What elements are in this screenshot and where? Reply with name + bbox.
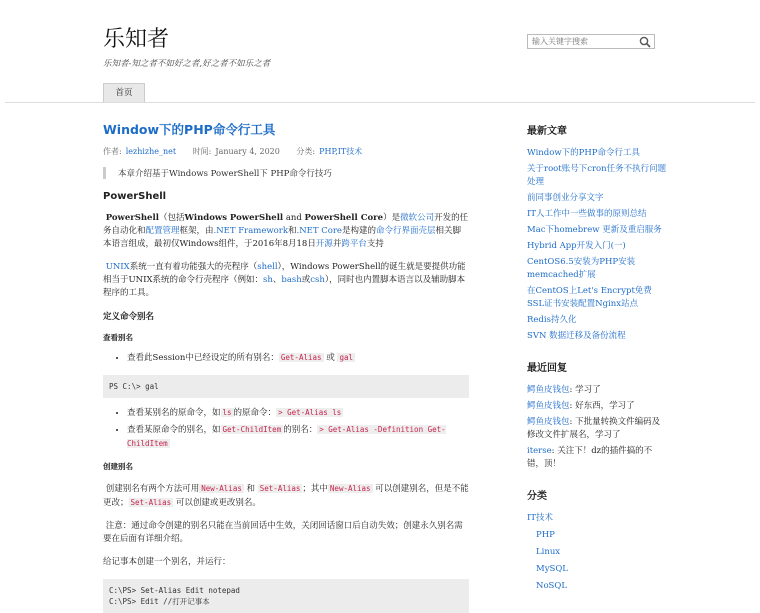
widget-title: 最新文章 bbox=[527, 126, 567, 137]
link-shell[interactable]: shell bbox=[257, 262, 278, 272]
recent-comments-list bbox=[527, 384, 667, 471]
recent-post-link[interactable]: 前同事创业分享文字 bbox=[527, 193, 604, 203]
text: 查看某别名的原命令，如 bbox=[127, 408, 221, 418]
comment-text[interactable]: : 下批量转换文件编码及修改文件扩展名，学习了 bbox=[527, 417, 661, 440]
category-list bbox=[527, 512, 667, 593]
text: 或 bbox=[323, 353, 338, 363]
search-box[interactable] bbox=[527, 34, 655, 49]
text: 注意：通过命令创建的别名只能在当前回话中生效，关闭回话窗口后自动失效；创建永久别名需要在后面有详细介绍。 bbox=[103, 521, 463, 544]
link-cli[interactable]: 命令行界面壳层 bbox=[375, 226, 436, 236]
recent-post-link[interactable]: 在CentOS上Let's Encrypt免费SSL证书安装配置Nginx站点 bbox=[527, 286, 652, 309]
list-item bbox=[127, 351, 469, 365]
code: New-Alias bbox=[201, 484, 242, 493]
paragraph-unix bbox=[103, 261, 469, 300]
link-unix[interactable]: UNIX bbox=[105, 262, 130, 272]
link-microsoft[interactable]: 微软公司 bbox=[400, 213, 435, 223]
code: Get-Alias bbox=[280, 353, 322, 362]
subcategory-link[interactable]: NoSQL bbox=[536, 581, 567, 591]
code: ls bbox=[222, 408, 232, 417]
link-sh[interactable]: sh bbox=[263, 275, 273, 285]
widget-title: 最近回复 bbox=[527, 363, 567, 374]
text: 相关脚本语言组成，最初仅Windows组件，于2016年8月18日 bbox=[103, 226, 461, 249]
recent-post-link[interactable]: IT人工作中一些做事的原则总结 bbox=[527, 209, 647, 219]
post-excerpt: 本章介绍基于Windows PowerShell下 PHP命令行技巧 bbox=[103, 167, 469, 179]
text: 是构建的 bbox=[341, 226, 376, 236]
link-opensource[interactable]: 开源 bbox=[315, 239, 333, 249]
site-title[interactable]: 乐知者 bbox=[103, 27, 170, 52]
heading-powershell: PowerShell bbox=[103, 191, 167, 202]
text: ），Windows PowerShell的诞生就是要提供功能相当于UNIX系统的命令行壳程序（例如： bbox=[103, 262, 466, 285]
subcategory-list bbox=[527, 529, 667, 593]
recent-post-link[interactable]: Redis持久化 bbox=[527, 315, 577, 325]
comment-text[interactable]: : 关注下！dz的插件搞的不错，顶！ bbox=[527, 446, 653, 469]
alias-list bbox=[103, 351, 469, 365]
text: 或 bbox=[301, 275, 311, 285]
text: and bbox=[283, 213, 305, 223]
site-tagline: 乐知者-知之者不如好之者,好之者不如乐之者 bbox=[103, 59, 271, 69]
link-csh[interactable]: csh bbox=[310, 275, 325, 285]
text: 系统一直有着功能强大的壳程序（ bbox=[129, 262, 258, 272]
widget-title: 分类 bbox=[527, 491, 547, 502]
text: 支持 bbox=[366, 239, 384, 249]
code-line: C:\PS> Edit //打开记事本 bbox=[109, 597, 210, 606]
paragraph-create bbox=[103, 482, 469, 510]
header-divider bbox=[5, 102, 755, 103]
post-meta bbox=[103, 146, 469, 157]
code-block-2 bbox=[103, 579, 469, 613]
text: ）是 bbox=[383, 213, 401, 223]
widget-recent-comments bbox=[527, 359, 667, 471]
text: 框架，由 bbox=[179, 226, 214, 236]
time-label: 时间: bbox=[192, 147, 212, 156]
text: 可以创建或更改别名。 bbox=[173, 498, 261, 508]
comment-author[interactable]: iterse bbox=[527, 446, 552, 456]
text: 查看某原命令的别名，如 bbox=[127, 425, 221, 435]
subcategory-link[interactable]: MySQL bbox=[536, 564, 568, 574]
text: 开发的任务自动化和 bbox=[103, 213, 469, 236]
comment-author[interactable]: 鳄鱼皮钱包 bbox=[527, 417, 570, 427]
post-title[interactable]: Window下的PHP命令行工具 bbox=[103, 122, 276, 137]
author-link[interactable]: lezhizhe_net bbox=[125, 147, 177, 156]
text: 可以创建别名，但是不能更改； bbox=[103, 484, 469, 508]
category-item bbox=[527, 512, 667, 593]
alias-list-2 bbox=[103, 406, 469, 451]
code: Get-ChildItem bbox=[222, 425, 282, 434]
comment-item bbox=[527, 400, 667, 413]
recent-post-link[interactable]: Window下的PHP命令行工具 bbox=[527, 148, 640, 158]
heading-create-alias: 创建别名 bbox=[103, 462, 133, 471]
category-link[interactable]: IT技术 bbox=[527, 513, 554, 523]
heading-view-alias: 查看别名 bbox=[103, 333, 133, 342]
text: PowerShell bbox=[105, 213, 159, 223]
recent-posts-list bbox=[527, 147, 667, 343]
code: Set-Alias bbox=[259, 484, 301, 493]
post-article bbox=[103, 120, 469, 613]
paragraph-example: 给记事本创建一个别名，并运行： bbox=[103, 557, 231, 567]
code: New-Alias bbox=[329, 484, 371, 493]
search-icon[interactable] bbox=[639, 36, 651, 48]
link-bash[interactable]: bash bbox=[281, 275, 302, 285]
author-label: 作者: bbox=[103, 147, 122, 156]
comment-item bbox=[527, 384, 667, 397]
code: > Get-Alias ls bbox=[278, 408, 342, 417]
code-block: PS C:\> gal bbox=[103, 375, 469, 398]
subcategory-link[interactable]: PHP bbox=[536, 530, 555, 540]
text: 查看此Session中已经设定的所有别名： bbox=[127, 353, 279, 363]
link-config[interactable]: 配置管理 bbox=[145, 226, 180, 236]
link-netcore[interactable]: .NET Core bbox=[296, 226, 342, 236]
paragraph-note bbox=[103, 520, 469, 546]
text: PowerShell Core bbox=[304, 213, 384, 223]
text: （包括 bbox=[158, 213, 185, 223]
comment-text[interactable]: : 好东西，学习了 bbox=[569, 401, 635, 411]
widget-recent-posts bbox=[527, 122, 667, 343]
category-link[interactable]: PHP,IT技术 bbox=[319, 147, 363, 156]
code: Set-Alias bbox=[130, 498, 172, 507]
subcategory-link[interactable]: Linux bbox=[536, 547, 561, 557]
link-crossplatform[interactable]: 跨平台 bbox=[341, 239, 367, 249]
code-line: C:\PS> Set-Alias Edit notepad bbox=[109, 586, 240, 595]
comment-item bbox=[527, 416, 667, 442]
list-item bbox=[127, 406, 469, 420]
paragraph-intro bbox=[103, 212, 469, 251]
recent-post-link[interactable]: 关于root账号下cron任务不执行问题处理 bbox=[527, 164, 667, 187]
category-label: 分类: bbox=[296, 147, 316, 156]
recent-post-link[interactable]: SVN 数据迁移及备份流程 bbox=[527, 331, 626, 341]
comment-author[interactable]: 鳄鱼皮钱包 bbox=[527, 401, 570, 411]
text: ；其中 bbox=[302, 484, 328, 494]
search-input[interactable] bbox=[528, 35, 636, 48]
comment-author[interactable]: 鳄鱼皮钱包 bbox=[527, 385, 570, 395]
text: 和 bbox=[243, 484, 258, 494]
text: ），同时也内置脚本语言以及辅助脚本程序的工具。 bbox=[103, 275, 466, 298]
sidebar bbox=[527, 122, 667, 609]
recent-post-link[interactable]: Hybrid App开发入门(一) bbox=[527, 241, 626, 251]
text: 创建别名有两个方法可用 bbox=[105, 484, 200, 494]
text: 、 bbox=[272, 275, 282, 285]
heading-alias: 定义命令别名 bbox=[103, 312, 155, 322]
text: 并 bbox=[332, 239, 342, 249]
code: > Get-Alias -Definition Get-ChildItem bbox=[127, 425, 446, 448]
code: gal bbox=[339, 353, 353, 362]
text: 的别名： bbox=[283, 425, 318, 435]
comment-text[interactable]: : 学习了 bbox=[569, 385, 601, 395]
text: Windows PowerShell bbox=[184, 213, 284, 223]
list-item bbox=[127, 423, 469, 451]
recent-post-link[interactable]: Mac下homebrew 更新及重启服务 bbox=[527, 225, 662, 235]
nav-home[interactable]: 首页 bbox=[103, 83, 145, 102]
recent-post-link[interactable]: CentOS6.5安装为PHP安装memcached扩展 bbox=[527, 257, 636, 280]
text: 的原命令： bbox=[233, 408, 277, 418]
widget-categories bbox=[527, 487, 667, 593]
text: 和 bbox=[288, 226, 297, 236]
comment-item bbox=[527, 445, 667, 471]
post-time: January 4, 2020 bbox=[215, 147, 280, 156]
link-netframework[interactable]: .NET Framework bbox=[213, 226, 288, 236]
